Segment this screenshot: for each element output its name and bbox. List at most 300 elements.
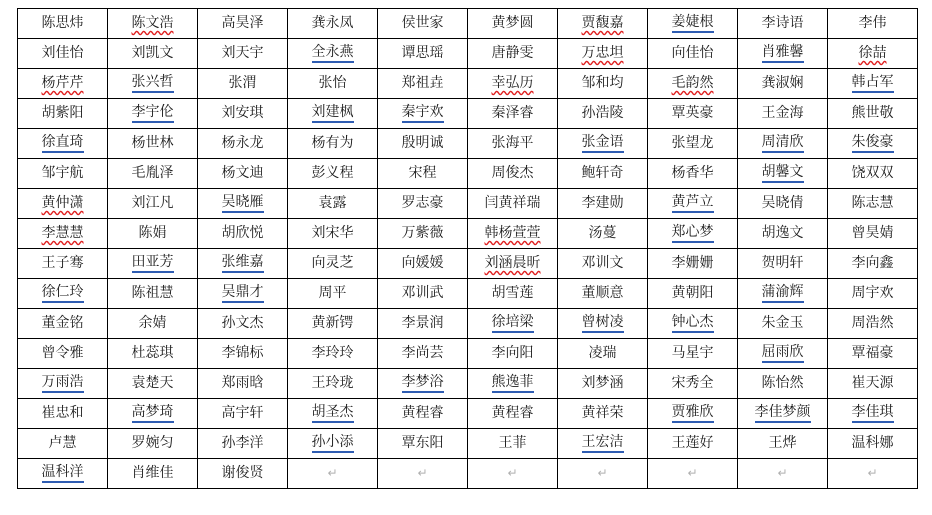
student-name: 郑心梦 [672, 224, 714, 243]
student-name: 万雨浩 [42, 374, 84, 393]
name-cell[interactable] [378, 39, 468, 69]
student-name: 李建勋 [581, 195, 624, 211]
name-cell[interactable] [558, 219, 648, 249]
name-cell[interactable] [648, 429, 738, 459]
name-cell[interactable] [198, 309, 288, 339]
name-cell[interactable] [648, 99, 738, 129]
name-cell[interactable] [18, 369, 108, 399]
name-cell[interactable] [468, 69, 558, 99]
name-cell[interactable] [18, 309, 108, 339]
student-name: 胡逸文 [761, 225, 804, 241]
student-name: 全永燕 [312, 44, 354, 63]
name-cell[interactable] [108, 159, 198, 189]
name-cell[interactable] [288, 69, 378, 99]
name-cell[interactable] [468, 429, 558, 459]
student-name: 凌瑞 [588, 345, 617, 361]
student-name: 向媛媛 [401, 255, 444, 271]
student-name: 黄芦立 [672, 194, 714, 213]
student-name: 李佳梦颜 [755, 404, 811, 423]
name-cell[interactable] [468, 189, 558, 219]
student-name: 田亚芳 [132, 254, 174, 273]
name-cell[interactable] [108, 429, 198, 459]
table-row [18, 309, 918, 339]
name-cell[interactable] [378, 279, 468, 309]
name-cell[interactable] [108, 279, 198, 309]
name-cell[interactable] [738, 429, 828, 459]
name-cell[interactable] [198, 459, 288, 489]
student-name: 杨世林 [131, 135, 174, 151]
name-cell[interactable] [648, 339, 738, 369]
paragraph-mark: ↵ [417, 466, 428, 480]
name-cell[interactable] [108, 39, 198, 69]
student-name: 杜蕊琪 [131, 345, 174, 361]
name-cell[interactable] [198, 69, 288, 99]
name-cell[interactable] [828, 219, 918, 249]
student-name: 宋秀全 [671, 375, 714, 391]
name-cell[interactable] [18, 69, 108, 99]
student-name: 龚永凤 [311, 15, 354, 31]
name-cell[interactable] [828, 339, 918, 369]
table-row [18, 129, 918, 159]
name-cell[interactable] [828, 39, 918, 69]
student-name: 熊逸菲 [492, 374, 534, 393]
student-name: 秦泽睿 [491, 105, 534, 121]
name-cell[interactable] [648, 9, 738, 39]
student-name: 郑雨晗 [221, 375, 264, 391]
name-cell[interactable] [648, 369, 738, 399]
name-cell[interactable] [108, 99, 198, 129]
student-name: 吴鼎才 [222, 284, 264, 303]
name-cell[interactable] [828, 279, 918, 309]
name-cell[interactable] [378, 99, 468, 129]
name-cell[interactable] [468, 129, 558, 159]
paragraph-mark: ↵ [327, 466, 338, 480]
student-name: 朱金玉 [761, 315, 804, 331]
student-name: 李向鑫 [851, 255, 894, 271]
student-name: 曾昊婧 [851, 225, 894, 241]
name-cell[interactable] [198, 9, 288, 39]
student-name: 周俊杰 [491, 165, 534, 181]
name-cell[interactable] [18, 9, 108, 39]
name-cell[interactable] [378, 159, 468, 189]
name-cell[interactable] [18, 399, 108, 429]
empty-cell[interactable] [288, 459, 378, 489]
student-name: 李向阳 [491, 345, 534, 361]
name-cell[interactable] [558, 369, 648, 399]
student-name: 温科洋 [42, 464, 84, 483]
name-cell[interactable] [288, 129, 378, 159]
name-cell[interactable] [468, 339, 558, 369]
student-name: 覃福豪 [851, 345, 894, 361]
name-cell[interactable] [648, 249, 738, 279]
name-cell[interactable] [108, 369, 198, 399]
student-name: 朱俊豪 [852, 134, 894, 153]
table-row [18, 159, 918, 189]
name-cell[interactable] [378, 189, 468, 219]
name-cell[interactable] [378, 429, 468, 459]
name-cell[interactable] [738, 369, 828, 399]
student-name: 陈娟 [138, 225, 167, 241]
table-row [18, 219, 918, 249]
name-cell[interactable] [738, 279, 828, 309]
student-name: 刘宋华 [311, 225, 354, 241]
student-name: 覃英豪 [671, 105, 714, 121]
name-cell[interactable] [108, 69, 198, 99]
name-cell[interactable] [108, 309, 198, 339]
name-cell[interactable] [18, 429, 108, 459]
student-name: 孙小添 [312, 434, 354, 453]
student-name: 黄新锷 [311, 315, 354, 331]
student-name: 向灵芝 [311, 255, 354, 271]
name-cell[interactable] [648, 309, 738, 339]
paragraph-mark: ↵ [777, 466, 788, 480]
student-name: 胡雪莲 [491, 285, 534, 301]
name-cell[interactable] [738, 219, 828, 249]
name-cell[interactable] [198, 339, 288, 369]
name-cell[interactable] [558, 249, 648, 279]
student-name: 蒲渝辉 [762, 284, 804, 303]
name-cell[interactable] [18, 219, 108, 249]
student-name: 万忠坦 [581, 45, 624, 61]
student-name: 邹和均 [581, 75, 624, 91]
student-name: 刘涵晨昕 [484, 255, 541, 271]
name-cell[interactable] [198, 279, 288, 309]
name-cell[interactable] [828, 129, 918, 159]
name-cell[interactable] [468, 159, 558, 189]
name-cell[interactable] [108, 339, 198, 369]
student-name: 毛韵然 [671, 75, 714, 91]
student-name: 曾令雅 [41, 345, 84, 361]
name-cell[interactable] [288, 369, 378, 399]
table-row [18, 459, 918, 489]
student-name: 胡馨文 [762, 164, 804, 183]
name-cell[interactable] [828, 399, 918, 429]
name-cell[interactable] [288, 399, 378, 429]
student-name: 覃东阳 [401, 435, 444, 451]
student-name: 谭思瑶 [401, 45, 444, 61]
name-cell[interactable] [468, 219, 558, 249]
name-cell[interactable] [198, 399, 288, 429]
name-cell[interactable] [198, 159, 288, 189]
student-name: 向佳怡 [671, 45, 714, 61]
name-cell[interactable] [108, 459, 198, 489]
name-cell[interactable] [18, 159, 108, 189]
student-name: 李慧慧 [41, 225, 84, 241]
student-name: 姜婕根 [672, 14, 714, 33]
student-name: 王金海 [761, 105, 804, 121]
student-name: 秦宇欢 [402, 104, 444, 123]
name-cell[interactable] [198, 39, 288, 69]
name-cell[interactable] [378, 369, 468, 399]
student-name: 黄梦圆 [491, 15, 534, 31]
student-name: 张维嘉 [222, 254, 264, 273]
name-cell[interactable] [558, 429, 648, 459]
student-name: 董顺意 [581, 285, 624, 301]
student-name: 李梦浴 [402, 374, 444, 393]
name-cell[interactable] [18, 459, 108, 489]
name-cell[interactable] [468, 99, 558, 129]
name-cell[interactable] [828, 159, 918, 189]
student-name: 罗志豪 [401, 195, 444, 211]
name-cell[interactable] [558, 129, 648, 159]
name-cell[interactable] [738, 9, 828, 39]
student-name: 李姗姗 [671, 255, 714, 271]
name-cell[interactable] [288, 99, 378, 129]
student-name: 张怡 [318, 75, 347, 91]
name-cell[interactable] [648, 219, 738, 249]
empty-cell[interactable] [738, 459, 828, 489]
student-name: 李玲玲 [311, 345, 354, 361]
name-cell[interactable] [558, 39, 648, 69]
name-cell[interactable] [558, 339, 648, 369]
student-name: 钟心杰 [672, 314, 714, 333]
student-name: 汤蔓 [588, 225, 617, 241]
empty-cell[interactable] [378, 459, 468, 489]
name-cell[interactable] [648, 279, 738, 309]
student-name: 贾馥嘉 [581, 15, 624, 31]
student-name: 王菲 [498, 435, 527, 451]
student-name: 张金语 [582, 134, 624, 153]
student-name: 韩杨萱萱 [484, 225, 541, 241]
name-cell[interactable] [468, 249, 558, 279]
empty-cell[interactable] [468, 459, 558, 489]
student-name: 杨文迪 [221, 165, 264, 181]
name-cell[interactable] [648, 189, 738, 219]
name-cell[interactable] [738, 309, 828, 339]
empty-cell[interactable] [558, 459, 648, 489]
table-row [18, 69, 918, 99]
student-name: 贾雅欣 [672, 404, 714, 423]
student-name: 郑祖垚 [401, 75, 444, 91]
name-cell[interactable] [558, 189, 648, 219]
name-cell[interactable] [648, 69, 738, 99]
name-cell[interactable] [18, 129, 108, 159]
student-name: 刘建枫 [312, 104, 354, 123]
name-cell[interactable] [108, 249, 198, 279]
name-cell[interactable] [738, 249, 828, 279]
name-cell[interactable] [738, 159, 828, 189]
name-cell[interactable] [108, 189, 198, 219]
student-name: 余婧 [138, 315, 167, 331]
name-cell[interactable] [828, 9, 918, 39]
student-name: 胡圣杰 [312, 404, 354, 423]
name-cell[interactable] [18, 279, 108, 309]
name-cell[interactable] [558, 69, 648, 99]
name-cell[interactable] [558, 399, 648, 429]
name-cell[interactable] [198, 249, 288, 279]
name-cell[interactable] [558, 279, 648, 309]
name-cell[interactable] [828, 429, 918, 459]
name-cell[interactable] [378, 9, 468, 39]
student-name: 贺明轩 [761, 255, 804, 271]
name-cell[interactable] [288, 429, 378, 459]
name-cell[interactable] [648, 159, 738, 189]
table-row [18, 189, 918, 219]
name-cell[interactable] [18, 39, 108, 69]
table-row [18, 279, 918, 309]
student-name: 陈思炜 [41, 15, 84, 31]
name-cell[interactable] [18, 99, 108, 129]
student-name: 万紫薇 [401, 225, 444, 241]
student-name: 饶双双 [851, 165, 894, 181]
student-name: 黄程睿 [491, 405, 534, 421]
name-cell[interactable] [108, 219, 198, 249]
student-name: 王宏洁 [582, 434, 624, 453]
name-cell[interactable] [558, 309, 648, 339]
student-name: 吴晓雁 [222, 194, 264, 213]
student-name: 彭义程 [311, 165, 354, 181]
student-name: 张海平 [491, 135, 534, 151]
name-cell[interactable] [738, 339, 828, 369]
name-cell[interactable] [828, 69, 918, 99]
table-row [18, 399, 918, 429]
name-cell[interactable] [288, 159, 378, 189]
student-name: 陈文浩 [131, 15, 174, 31]
student-name: 马星宇 [671, 345, 714, 361]
name-cell[interactable] [198, 219, 288, 249]
empty-cell[interactable] [648, 459, 738, 489]
student-name: 徐喆 [858, 45, 887, 61]
name-cell[interactable] [378, 69, 468, 99]
student-name: 王莲好 [671, 435, 714, 451]
table-row [18, 9, 918, 39]
student-name: 刘佳怡 [41, 45, 84, 61]
student-name: 袁露 [318, 195, 347, 211]
student-name: 李宇伦 [132, 104, 174, 123]
student-name: 黄祥荣 [581, 405, 624, 421]
name-cell[interactable] [828, 309, 918, 339]
student-name: 鲍轩奇 [581, 165, 624, 181]
name-cell[interactable] [738, 99, 828, 129]
student-name: 闫黄祥瑞 [484, 195, 541, 211]
student-name: 孙李洋 [221, 435, 264, 451]
student-name: 侯世家 [401, 15, 444, 31]
name-cell[interactable] [108, 9, 198, 39]
student-name: 袁楚天 [131, 375, 174, 391]
name-cell[interactable] [198, 369, 288, 399]
student-name: 崔忠和 [41, 405, 84, 421]
name-cell[interactable] [738, 399, 828, 429]
name-cell[interactable] [648, 399, 738, 429]
student-name: 李诗语 [761, 15, 804, 31]
name-cell[interactable] [108, 129, 198, 159]
student-name: 王子骞 [41, 255, 84, 271]
name-cell[interactable] [378, 399, 468, 429]
name-cell[interactable] [378, 309, 468, 339]
student-name: 邓训武 [401, 285, 444, 301]
name-cell[interactable] [198, 129, 288, 159]
paragraph-mark: ↵ [597, 466, 608, 480]
name-cell[interactable] [288, 309, 378, 339]
student-name: 李尚芸 [401, 345, 444, 361]
name-cell[interactable] [468, 369, 558, 399]
student-name: 徐仁玲 [42, 284, 84, 303]
name-cell[interactable] [18, 189, 108, 219]
name-cell[interactable] [18, 339, 108, 369]
name-cell[interactable] [468, 279, 558, 309]
table-row [18, 249, 918, 279]
name-cell[interactable] [558, 9, 648, 39]
student-name: 高宇轩 [221, 405, 264, 421]
name-cell[interactable] [288, 9, 378, 39]
student-name: 李景润 [401, 315, 444, 331]
name-cell[interactable] [828, 249, 918, 279]
name-cell[interactable] [828, 99, 918, 129]
name-cell[interactable] [738, 129, 828, 159]
name-cell[interactable] [288, 339, 378, 369]
student-name: 董金铭 [41, 315, 84, 331]
name-cell[interactable] [648, 129, 738, 159]
name-cell[interactable] [468, 309, 558, 339]
student-name: 唐静雯 [491, 45, 534, 61]
student-name: 徐培梁 [492, 314, 534, 333]
student-name: 杨芹芹 [41, 75, 84, 91]
student-name: 宋程 [408, 165, 437, 181]
student-name: 刘凯文 [131, 45, 174, 61]
name-cell[interactable] [198, 99, 288, 129]
name-cell[interactable] [648, 39, 738, 69]
student-name: 黄程睿 [401, 405, 444, 421]
name-cell[interactable] [468, 399, 558, 429]
name-cell[interactable] [558, 99, 648, 129]
student-name: 刘天宇 [221, 45, 264, 61]
name-cell[interactable] [378, 249, 468, 279]
name-cell[interactable] [738, 39, 828, 69]
name-cell[interactable] [288, 219, 378, 249]
name-cell[interactable] [468, 39, 558, 69]
name-cell[interactable] [468, 9, 558, 39]
student-name: 胡紫阳 [41, 105, 84, 121]
student-name: 毛胤泽 [131, 165, 174, 181]
name-cell[interactable] [828, 189, 918, 219]
name-cell[interactable] [198, 429, 288, 459]
name-cell[interactable] [198, 189, 288, 219]
student-name: 李佳琪 [852, 404, 894, 423]
student-name: 幸弘历 [491, 75, 534, 91]
student-name: 高梦琦 [132, 404, 174, 423]
student-name: 高昊泽 [221, 15, 264, 31]
name-cell[interactable] [108, 399, 198, 429]
name-cell[interactable] [288, 189, 378, 219]
student-name: 徐直琦 [42, 134, 84, 153]
name-cell[interactable] [288, 39, 378, 69]
name-cell[interactable] [738, 69, 828, 99]
student-name: 周宇欢 [851, 285, 894, 301]
name-cell[interactable] [828, 369, 918, 399]
student-name: 吴晓倩 [761, 195, 804, 211]
empty-cell[interactable] [828, 459, 918, 489]
name-cell[interactable] [738, 189, 828, 219]
student-name: 肖雅馨 [762, 44, 804, 63]
table-row [18, 369, 918, 399]
student-name: 周清欣 [762, 134, 804, 153]
name-cell[interactable] [18, 249, 108, 279]
name-cell[interactable] [378, 129, 468, 159]
name-cell[interactable] [288, 279, 378, 309]
student-name: 陈志慧 [851, 195, 894, 211]
student-name: 孙浩陵 [581, 105, 624, 121]
name-cell[interactable] [378, 339, 468, 369]
name-cell[interactable] [288, 249, 378, 279]
student-name: 刘江凡 [131, 195, 174, 211]
student-name: 崔天源 [851, 375, 894, 391]
student-name: 卢慧 [48, 435, 77, 451]
student-name: 罗婉匀 [131, 435, 174, 451]
table-row [18, 429, 918, 459]
name-cell[interactable] [378, 219, 468, 249]
table-row [18, 39, 918, 69]
name-cell[interactable] [558, 159, 648, 189]
